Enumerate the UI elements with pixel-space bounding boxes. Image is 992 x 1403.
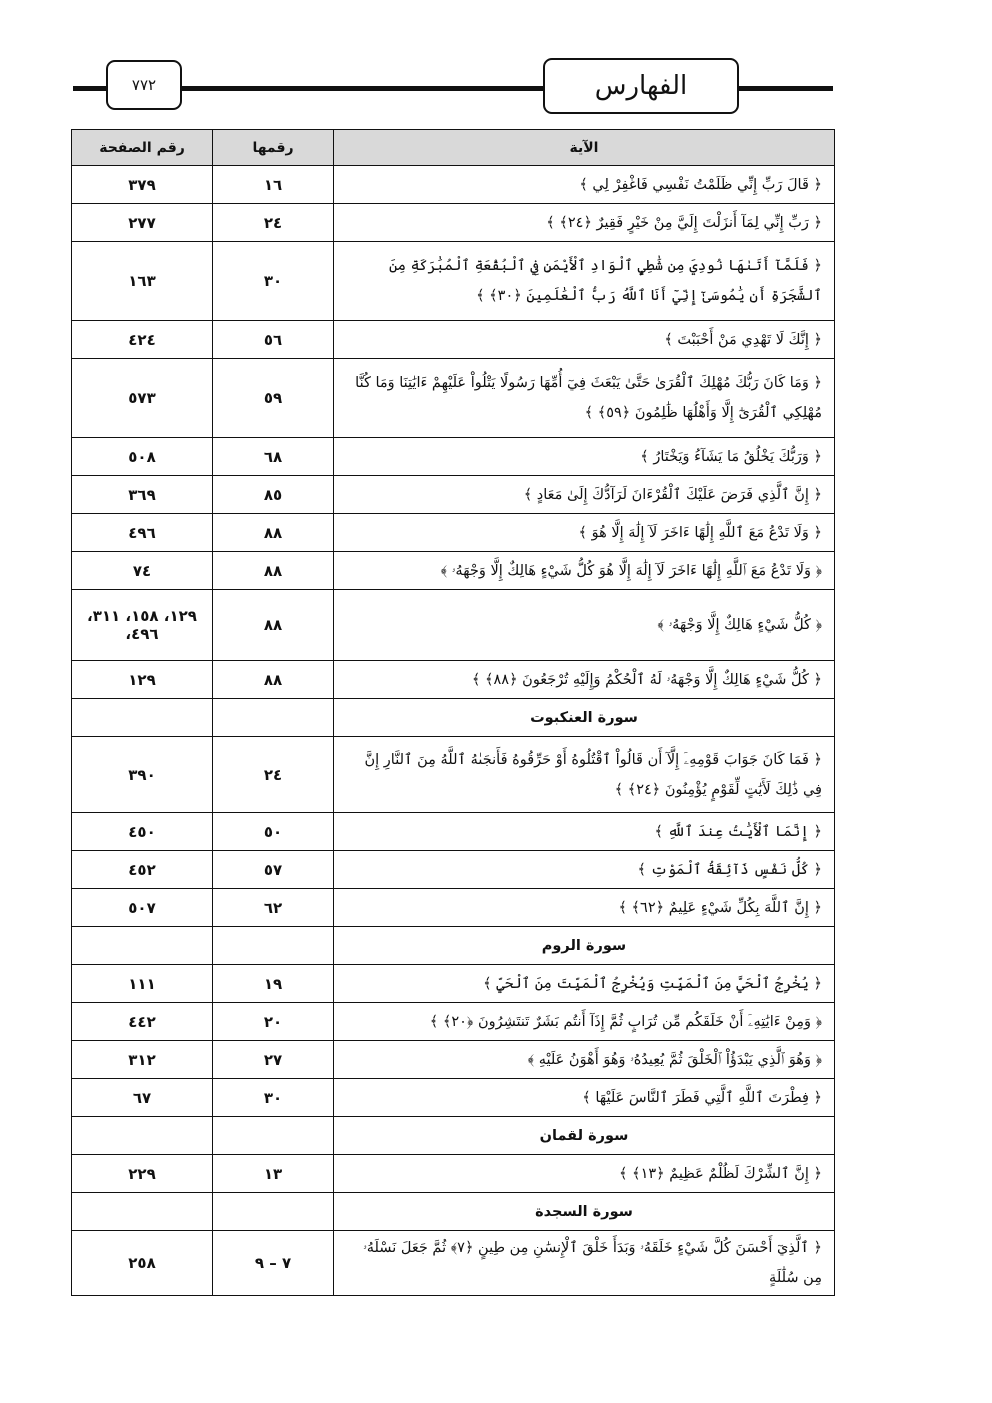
header-rule-right [737,86,833,91]
verse-number: ١٣ [213,1155,334,1193]
table-row [72,661,835,699]
column-header-verse: الآية [334,130,835,166]
page-number-cell: ٤٤٢ [72,1003,213,1041]
verse-text: ﴿ كُلُّ شَيْءٍ هَالِكٌ إِلَّا وَجْهَهُۥ لَهُ ٱلْحُكْمُ وَإِلَيْهِ تُرْجَعُونَ ﴿٨٨﴾ ﴾ [334,661,835,699]
page-number-cell [72,927,213,965]
column-header-page-number: رقم الصفحة [72,130,213,166]
page-number-cell: ٣٦٩ [72,476,213,514]
page-number-cell: ٤٩٦ [72,514,213,552]
surah-heading-row [72,1193,835,1231]
table-row [72,889,835,927]
verse-number: ٥٦ [213,321,334,359]
verse-number: ١٩ [213,965,334,1003]
verse-text: ﴿ إِنَّ ٱلَّذِي فَرَضَ عَلَيْكَ ٱلْقُرْءَانَ لَرَآدُّكَ إِلَىٰ مَعَادٍ ﴾ [334,476,835,514]
verse-text: ﴿ وَلَا تَدْعُ مَعَ ٱللَّهِ إِلَٰهًا ءَاخَرَ لَآ إِلَٰهَ إِلَّا هُوَ كُلُّ شَيْءٍ هَالِكٌ إِلَّا وَجْهَهُۥ ﴾ [334,552,835,590]
verse-text: ﴿ كُلُّ شَيْءٍ هَالِكٌ إِلَّا وَجْهَهُۥ ﴾ [334,590,835,661]
page-number-cell [72,1193,213,1231]
table-row [72,1079,835,1117]
table-row [72,1231,835,1296]
verse-text: ﴿ وَمِنْ ءَايَٰتِهِۦٓ أَنْ خَلَقَكُم مِّن تُرَابٍ ثُمَّ إِذَآ أَنتُم بَشَرٌ تَنتَشِرُونَ ﴿٢٠﴾ ﴾ [334,1003,835,1041]
page-number-cell: ٥٧٣ [72,359,213,438]
page-number-cell: ١٢٩ [72,661,213,699]
verse-text: ﴿ إِنَّ ٱلشِّرْكَ لَظُلْمٌ عَظِيمٌ ﴿١٣﴾ ﴾ [334,1155,835,1193]
verse-number: ٧ – ٩ [213,1231,334,1296]
verse-text: ﴿ وَرَبُّكَ يَخْلُقُ مَا يَشَآءُ وَيَخْتَارُ ﴾ [334,438,835,476]
verse-text: ﴿ يُخْرِجُ ٱلْحَيَّ مِنَ ٱلْمَيِّتِ وَيُخْرِجُ ٱلْمَيِّتَ مِنَ ٱلْحَيِّ ﴾ [334,965,835,1003]
page-number-cell [72,699,213,737]
verse-text: ﴿ إِنَّ ٱللَّهَ بِكُلِّ شَيْءٍ عَلِيمٌ ﴿٦٢﴾ ﴾ [334,889,835,927]
surah-name: سورة العنكبوت [334,699,835,737]
verse-text: ﴿ وَلَا تَدْعُ مَعَ ٱللَّهِ إِلَٰهًا ءَاخَرَ لَآ إِلَٰهَ إِلَّا هُوَ ﴾ [334,514,835,552]
page-title: الفهارس [543,58,739,114]
surah-heading-row [72,699,835,737]
verse-number: ٥٠ [213,813,334,851]
verse-number: ٨٨ [213,552,334,590]
verse-number: ٦٨ [213,438,334,476]
verse-number [213,1193,334,1231]
page-number-cell: ٢٥٨ [72,1231,213,1296]
page-number-cell: ١٦٣ [72,242,213,321]
verse-text: ﴿ رَبِّ إِنِّي لِمَآ أَنزَلْتَ إِلَيَّ مِنْ خَيْرٍ فَقِيرٌ ﴿٢٤﴾ ﴾ [334,204,835,242]
table-row [72,321,835,359]
verse-number: ٢٠ [213,1003,334,1041]
verse-number: ٥٧ [213,851,334,889]
verse-text: ﴿ وَهُوَ ٱلَّذِي يَبْدَؤُاْ ٱلْخَلْقَ ثُمَّ يُعِيدُهُۥ وَهُوَ أَهْوَنُ عَلَيْهِ ﴾ [334,1041,835,1079]
verse-text: ﴿ قَالَ رَبِّ إِنِّي ظَلَمْتُ نَفْسِي فَاغْفِرْ لِي ﴾ [334,166,835,204]
verse-number: ٢٤ [213,737,334,813]
table-row [72,514,835,552]
header-rule-middle [180,86,545,91]
verse-number [213,927,334,965]
page-number-cell: ٤٥٢ [72,851,213,889]
page-number-cell: ٤٢٤ [72,321,213,359]
verse-number: ٣٠ [213,242,334,321]
verse-text: ﴿ وَمَا كَانَ رَبُّكَ مُهْلِكَ ٱلْقُرَىٰ حَتَّىٰ يَبْعَثَ فِيٓ أُمِّهَا رَسُولًا يَتْلُواْ عَلَيْهِمْ ءَايَٰتِنَا وَمَا كُنَّا مُهْلِكِي ٱلْقُرَىٰٓ إِلَّا وَأَهْلُهَا ظَٰلِمُونَ ﴿٥٩﴾ ﴾ [334,359,835,438]
verse-text: ﴿ فِطْرَتَ ٱللَّهِ ٱلَّتِي فَطَرَ ٱلنَّاسَ عَلَيْهَا ﴾ [334,1079,835,1117]
verse-text: ﴿ فَلَمَّآ أَتَىٰهَا نُودِيَ مِن شَٰطِيِٕ ٱلْوَادِ ٱلْأَيْمَنِ فِي ٱلْبُقْعَةِ ٱلْمُبَٰرَكَةِ مِنَ ٱلشَّجَرَةِ أَن يَٰمُوسَىٰٓ إِنِّيٓ أَنَا ٱللَّهُ رَبُّ ٱلْعَٰلَمِينَ ﴿٣٠﴾ ﴾ [334,242,835,321]
verse-number: ٦٢ [213,889,334,927]
verse-text: ﴿ كُلُّ نَفْسٍ ذَآئِقَةُ ٱلْمَوْتِ ﴾ [334,851,835,889]
table-row [72,965,835,1003]
surah-name: سورة الروم [334,927,835,965]
verse-number: ٨٨ [213,514,334,552]
verse-number: ٢٧ [213,1041,334,1079]
surah-name: سورة لقمان [334,1117,835,1155]
verse-number [213,1117,334,1155]
page-number-cell: ٣٧٩ [72,166,213,204]
verse-number: ٣٠ [213,1079,334,1117]
verse-text: ﴿ إِنَّمَا ٱلْأَيَٰتُ عِندَ ٱللَّهِ ﴾ [334,813,835,851]
table-row [72,438,835,476]
column-header-verse-number: رقمها [213,130,334,166]
page-number-cell: ٢٧٧ [72,204,213,242]
page-number-cell: ٥٠٨ [72,438,213,476]
verse-text: ﴿ ٱلَّذِيٓ أَحْسَنَ كُلَّ شَيْءٍ خَلَقَهُۥ وَبَدَأَ خَلْقَ ٱلْإِنسَٰنِ مِن طِينٍ ﴿٧﴾ ثُمَّ جَعَلَ نَسْلَهُۥ مِن سُلَٰلَةٍ [334,1231,835,1296]
table-row [72,242,835,321]
verse-number [213,699,334,737]
page-number-cell: ٧٤ [72,552,213,590]
page-number-cell: ٥٠٧ [72,889,213,927]
verse-number: ٨٥ [213,476,334,514]
table-header-row [72,130,835,166]
table-body [72,166,835,1296]
verse-text: ﴿ فَمَا كَانَ جَوَابَ قَوْمِهِۦٓ إِلَّآ أَن قَالُواْ ٱقْتُلُوهُ أَوْ حَرِّقُوهُ فَأَنجَىٰهُ ٱللَّهُ مِنَ ٱلنَّارِ إِنَّ فِي ذَٰلِكَ لَأَيَٰتٍ لِّقَوْمٍ يُؤْمِنُونَ ﴿٢٤﴾ ﴾ [334,737,835,813]
table-row [72,1003,835,1041]
table-row [72,737,835,813]
page-number-cell [72,1117,213,1155]
verse-number: ١٦ [213,166,334,204]
page-number-cell: ٤٥٠ [72,813,213,851]
table-row [72,359,835,438]
page-number-cell: ٣١٢ [72,1041,213,1079]
verse-number: ٢٤ [213,204,334,242]
page-number: ٧٧٢ [106,60,182,110]
verse-number: ٨٨ [213,661,334,699]
table-row [72,166,835,204]
table-row [72,476,835,514]
table-row [72,590,835,661]
table-row [72,1155,835,1193]
header-rule-left [73,86,108,91]
page-number-cell: ٣٩٠ [72,737,213,813]
table-row [72,813,835,851]
surah-name: سورة السجدة [334,1193,835,1231]
page-number-cell: ٢٢٩ [72,1155,213,1193]
table-row [72,1041,835,1079]
page-number-cell: ١١١ [72,965,213,1003]
table-row [72,552,835,590]
verse-index-table [71,129,835,1296]
surah-heading-row [72,927,835,965]
verse-text: ﴿ إِنَّكَ لَا تَهْدِي مَنْ أَحْبَبْتَ ﴾ [334,321,835,359]
surah-heading-row [72,1117,835,1155]
verse-number: ٥٩ [213,359,334,438]
table-row [72,204,835,242]
verse-number: ٨٨ [213,590,334,661]
page-number-cell: ٦٧ [72,1079,213,1117]
page-number-cell: ١٢٩، ١٥٨، ٣١١، ٤٩٦، [72,590,213,661]
table-row [72,851,835,889]
